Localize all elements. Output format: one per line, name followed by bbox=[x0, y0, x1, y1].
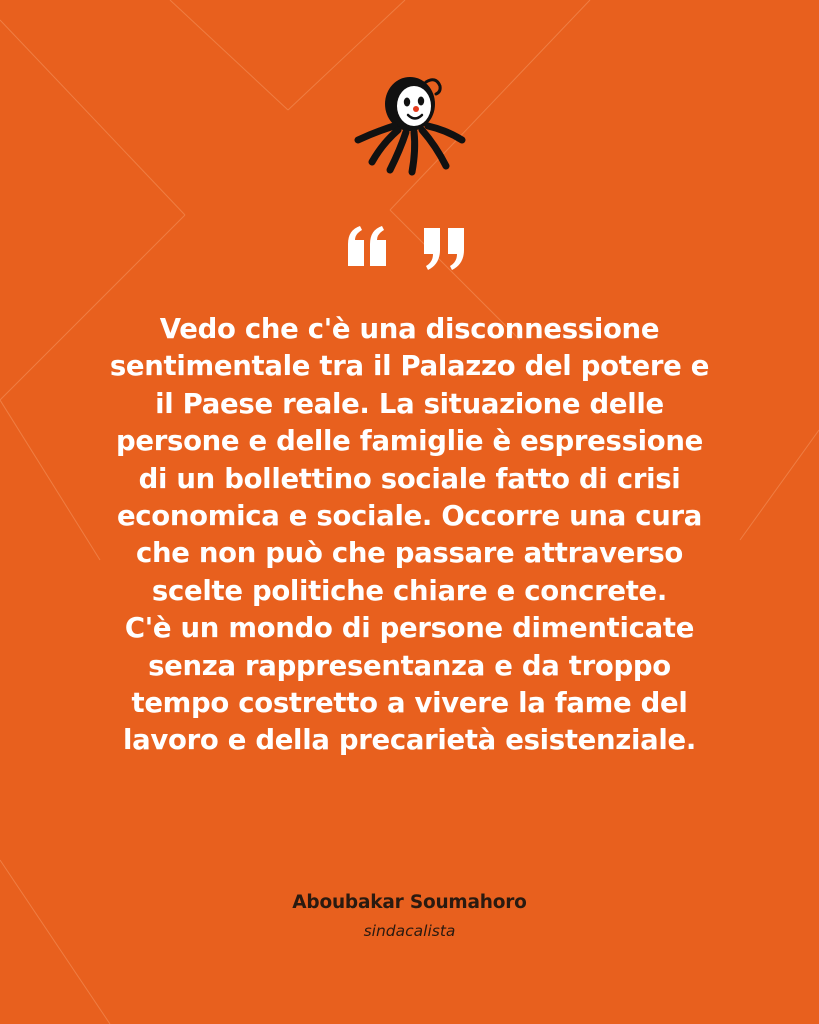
quote-line: C'è un mondo di persone dimenticate bbox=[124, 612, 695, 645]
quote-line: lavoro e della precarietà esistenziale. bbox=[122, 724, 697, 757]
author-name: Aboubakar Soumahoro bbox=[292, 892, 527, 913]
quote-line: che non può che passare attraverso bbox=[135, 537, 684, 570]
author-role: sindacalista bbox=[363, 922, 456, 940]
quotation-marks-icon bbox=[344, 226, 474, 270]
quote-line: scelte politiche chiare e concrete. bbox=[151, 574, 668, 607]
quote-line: di un bollettino sociale fatto di crisi bbox=[138, 462, 681, 495]
quote-line: il Paese reale. La situazione delle bbox=[155, 387, 664, 420]
quote-line: sentimentale tra il Palazzo del potere e bbox=[109, 350, 710, 383]
octopus-mascot-icon bbox=[350, 74, 470, 178]
quote-line: Vedo che c'è una disconnessione bbox=[159, 313, 660, 345]
quote-text bbox=[40, 311, 779, 760]
quote-line: senza rappresentanza e da troppo bbox=[148, 649, 671, 682]
quote-line: economica e sociale. Occorre una cura bbox=[116, 500, 703, 533]
quote-line: persone e delle famiglie è espressione bbox=[116, 425, 703, 458]
quote-line: tempo costretto a vivere la fame del bbox=[131, 687, 688, 720]
